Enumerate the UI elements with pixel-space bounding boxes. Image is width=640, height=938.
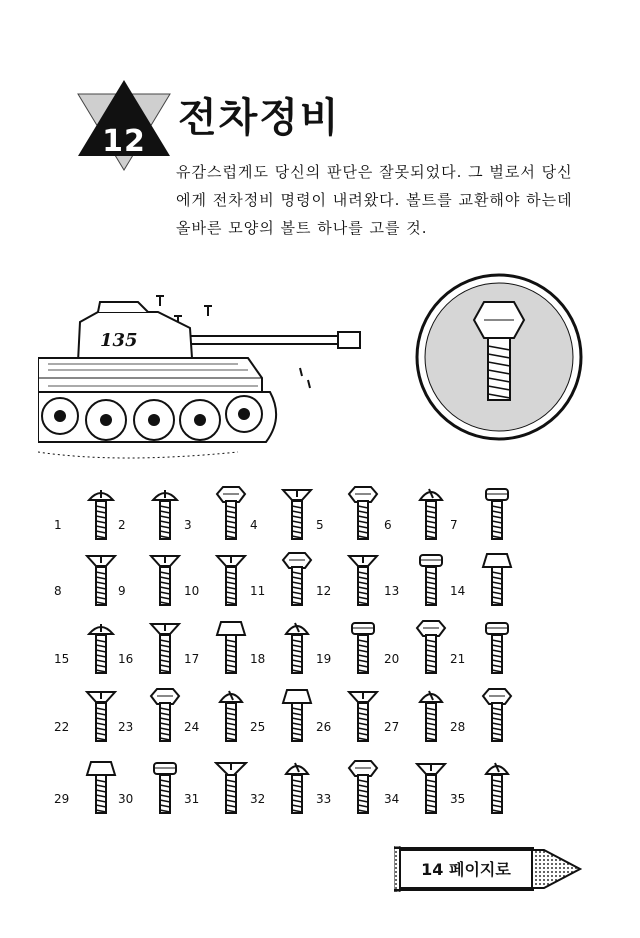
bolt-number: 20 [384, 652, 400, 666]
bolt-icon [280, 760, 314, 820]
bolt-option-19[interactable] [316, 620, 398, 682]
bolt-number: 2 [118, 518, 126, 532]
bolt-option-9[interactable] [118, 552, 200, 614]
bolt-number: 12 [316, 584, 332, 598]
bolt-icon [84, 486, 118, 546]
bolt-icon [480, 688, 514, 748]
bolt-option-24[interactable] [184, 688, 266, 750]
bolt-icon [84, 688, 118, 748]
bolt-icon [414, 486, 448, 546]
bolt-icon [480, 620, 514, 680]
intro-line: 에게 전차정비 명령이 내려왔다. 볼트를 교환해야 하는데 [176, 191, 573, 209]
bolt-option-17[interactable] [184, 620, 266, 682]
bolt-number: 4 [250, 518, 258, 532]
bolt-icon [148, 760, 182, 820]
bolt-icon [84, 760, 118, 820]
bolt-number: 21 [450, 652, 466, 666]
bolt-number: 7 [450, 518, 458, 532]
bolt-icon [280, 552, 314, 612]
bolt-icon [148, 688, 182, 748]
bolt-option-30[interactable] [118, 760, 200, 822]
bolt-option-14[interactable] [450, 552, 532, 614]
bolt-icon [346, 486, 380, 546]
bolt-number: 19 [316, 652, 332, 666]
bolt-icon [414, 688, 448, 748]
bolt-option-35[interactable] [450, 760, 532, 822]
bolt-number: 8 [54, 584, 62, 598]
turret-number: 135 [100, 330, 138, 351]
bolt-number: 32 [250, 792, 266, 806]
bolt-icon [414, 760, 448, 820]
bolt-number: 22 [54, 720, 70, 734]
bolt-option-5[interactable] [316, 486, 398, 548]
bolt-number: 17 [184, 652, 200, 666]
bolt-option-28[interactable] [450, 688, 532, 750]
bolt-icon [280, 486, 314, 546]
bolt-number: 25 [250, 720, 266, 734]
sample-bolt-icon [414, 272, 584, 442]
bolt-icon [346, 552, 380, 612]
bolt-option-7[interactable] [450, 486, 532, 548]
bolt-number: 3 [184, 518, 192, 532]
bolt-number: 10 [184, 584, 200, 598]
go-to-page-button[interactable] [394, 846, 582, 892]
bolt-number: 26 [316, 720, 332, 734]
bolt-icon [414, 552, 448, 612]
bolt-number: 1 [54, 518, 62, 532]
bolt-option-8[interactable] [54, 552, 136, 614]
bolt-option-12[interactable] [316, 552, 398, 614]
bolt-option-11[interactable] [250, 552, 332, 614]
bolt-number: 14 [450, 584, 466, 598]
bolt-option-13[interactable] [384, 552, 466, 614]
bolt-option-26[interactable] [316, 688, 398, 750]
bolt-icon [148, 486, 182, 546]
bolt-option-22[interactable] [54, 688, 136, 750]
bolt-icon [280, 620, 314, 680]
bolt-number: 11 [250, 584, 266, 598]
bolt-icon [480, 486, 514, 546]
bolt-icon [214, 486, 248, 546]
bolt-icon [148, 552, 182, 612]
bolt-option-21[interactable] [450, 620, 532, 682]
bolt-number: 33 [316, 792, 332, 806]
bolt-option-1[interactable] [54, 486, 136, 548]
page-title: 전차정비 [178, 95, 341, 141]
bolt-option-34[interactable] [384, 760, 466, 822]
bolt-option-6[interactable] [384, 486, 466, 548]
bolt-icon [480, 552, 514, 612]
bolt-option-33[interactable] [316, 760, 398, 822]
bolt-option-32[interactable] [250, 760, 332, 822]
bolt-icon [148, 620, 182, 680]
bolt-option-20[interactable] [384, 620, 466, 682]
bolt-icon [214, 552, 248, 612]
bolt-option-15[interactable] [54, 620, 136, 682]
bolt-icon [346, 620, 380, 680]
bolt-icon [414, 620, 448, 680]
bolt-number: 9 [118, 584, 126, 598]
bolt-option-16[interactable] [118, 620, 200, 682]
bolt-option-4[interactable] [250, 486, 332, 548]
bolt-number: 27 [384, 720, 400, 734]
bolt-option-23[interactable] [118, 688, 200, 750]
intro-line: 유감스럽게도 당신의 판단은 잘못되었다. 그 벌로서 당신 [176, 163, 573, 181]
bolt-option-18[interactable] [250, 620, 332, 682]
bolt-option-10[interactable] [184, 552, 266, 614]
bolt-number: 23 [118, 720, 134, 734]
bolt-number: 29 [54, 792, 70, 806]
bolt-icon [480, 760, 514, 820]
bolt-option-3[interactable] [184, 486, 266, 548]
bolt-number: 15 [54, 652, 70, 666]
sample-bolt-figure [414, 272, 584, 442]
bolt-number: 35 [450, 792, 466, 806]
bolt-number: 30 [118, 792, 134, 806]
bolt-option-31[interactable] [184, 760, 266, 822]
bolt-option-25[interactable] [250, 688, 332, 750]
bolt-number: 16 [118, 652, 134, 666]
bolt-number: 6 [384, 518, 392, 532]
intro-text [176, 158, 596, 242]
bolt-number: 18 [250, 652, 266, 666]
chapter-badge [74, 80, 174, 176]
bolt-option-2[interactable] [118, 486, 200, 548]
bolt-icon [280, 688, 314, 748]
tank-icon [38, 292, 380, 470]
bolt-icon [346, 688, 380, 748]
bolt-number: 5 [316, 518, 324, 532]
bolt-icon [346, 760, 380, 820]
bolt-number: 31 [184, 792, 200, 806]
bolt-option-29[interactable] [54, 760, 136, 822]
chapter-number: 12 [102, 124, 146, 159]
bolt-number: 28 [450, 720, 466, 734]
bolt-option-27[interactable] [384, 688, 466, 750]
bolt-icon [84, 552, 118, 612]
tank-illustration [38, 292, 380, 470]
bolt-number: 34 [384, 792, 400, 806]
bolt-number: 24 [184, 720, 200, 734]
bolt-number: 13 [384, 584, 400, 598]
bolt-icon [214, 760, 248, 820]
go-to-page-label: 14 페이지로 [421, 860, 511, 879]
bolt-icon [214, 688, 248, 748]
bolt-icon [84, 620, 118, 680]
bolt-icon [214, 620, 248, 680]
intro-line: 올바른 모양의 볼트 하나를 고를 것. [176, 219, 428, 237]
